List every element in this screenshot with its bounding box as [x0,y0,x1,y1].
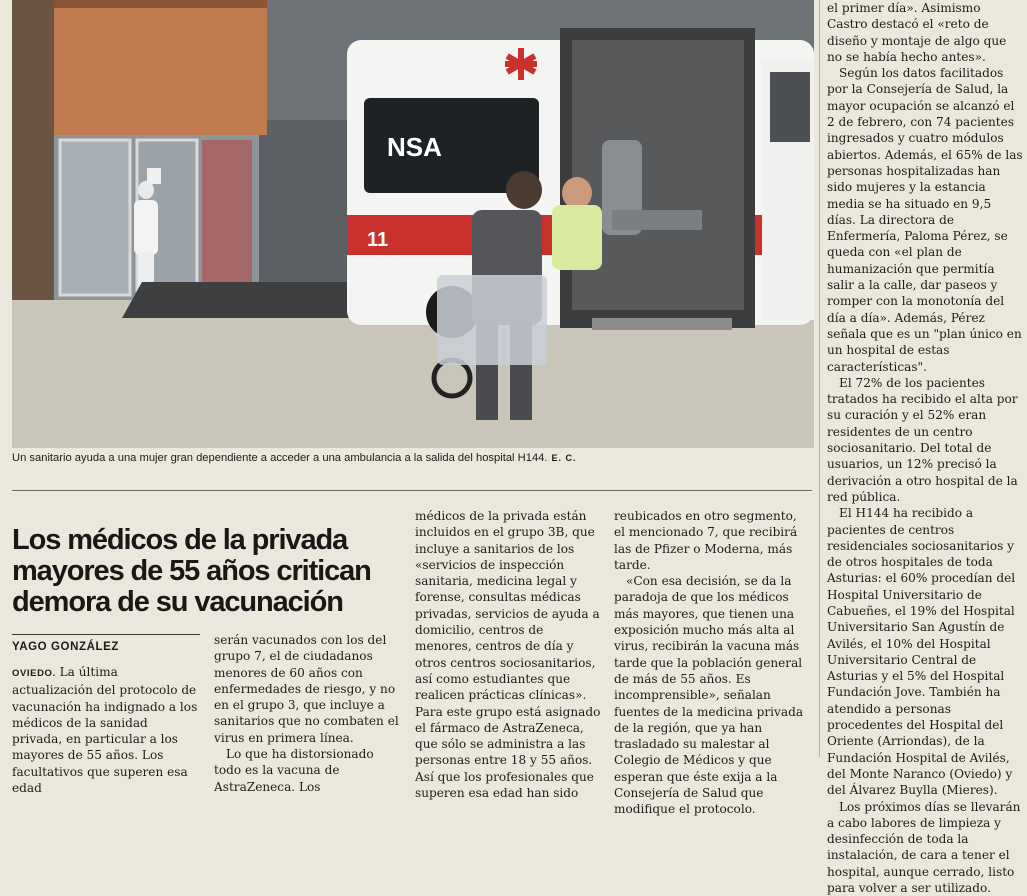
article-column-3 [415,508,601,801]
article-column-2 [214,632,402,794]
photo-caption [12,451,817,466]
right-paragraph: Los próximos días se llevarán a cabo labores de limpieza y desinfección de toda la instalación, de cara a tener el hospital, aunque cerrado, listo para volver a ser utilizado. [827,799,1021,896]
article-paragraph: Lo que ha distorsionado todo es la vacuna de AstraZeneca. Los [214,747,374,794]
news-photo [12,0,814,448]
section-divider [12,490,812,491]
article-byline: YAGO GONZÁLEZ [12,634,200,654]
article-column-4 [614,508,804,817]
right-paragraph: El 72% de los pacientes tratados ha recibido el alta por su curación y el 52% eran residentes de un centro sociosanitario. Del total de usuarios, un 12% precisó la derivación a otro hospital de la red pública. [827,375,1018,504]
right-paragraph: El H144 ha recibido a pacientes de centros residenciales sociosanitarios y de otros hospitales de toda Asturias: el 60% procedían del Hospital Universitario de Cabueñes, el 19% del Hospital Universitario San Agustín de Avilés, el 10% del Hospital Universitario Central de Asturias y el 5% del Hospital Fundación Jove. También ha atendido a personas procedentes del Hospital del Oriente (Arriondas), de la Fundación Hospital de Avilés, del Monte Naranco (Oviedo) y del Álvarez Buylla (Mieres). [827,506,1016,798]
article-paragraph: médicos de la privada están incluidos en el grupo 3B, que incluye a sanitarios de los «servicios de inspección sanitaria, medicina legal y forense, consultas médicas privadas, servicios de ayuda a domicilio, centros de menores, centros de día y otros centros sociosanitarios, así como estudiantes que realicen prácticas clínicas». Para este grupo está asignado el fármaco de AstraZeneca, que sólo se administra a las personas entre 18 y 55 años. Así que los profesionales que superen esa edad han sido [415,509,601,801]
article-paragraph: serán vacunados con los del grupo 7, el de ciudadanos menores de 60 años con enfermedades de riesgo, y no en el grupo 3, que incluye a sanitarios que no combaten el virus en primera línea. [214,633,399,745]
article-dateline: OVIEDO. [12,668,56,679]
right-paragraph: Según los datos facilitados por la Consejería de Salud, la mayor ocupación se alcanzó el 2 de febrero, con 74 pacientes ingresados y cuatro módulos abiertos. Además, el 65% de las personas hospitalizadas han sido mujeres y la estancia media se ha situado en 9,5 días. La directora de Enfermería, Paloma Pérez, se queda con «el plan de humanización que permitía salir a la calle, dar paseos y romper con la monotonía del día a día». Además, Pérez señala que es un "plan único en un hospital de estas características". [827,66,1023,374]
article-paragraph: reubicados en otro segmento, el mencionado 7, que recibirá las de Pfizer o Moderna, más tarde. [614,509,798,572]
right-paragraph: el primer día». Asimismo Castro destacó el «reto de diseño y montaje de algo que no se había hecho antes». [827,1,1007,64]
ambulance-logo-text: NSA [387,132,442,162]
ambulance-illustration [12,0,814,448]
ambulance-number: 11 [367,229,389,251]
photo-credit: E. C. [551,453,577,463]
column-divider [819,0,820,757]
right-article-column [827,0,1023,896]
article-paragraph: «Con esa decisión, se da la paradoja de que los médicos más mayores, que tienen una exposición mucho más alta al virus, recibirán la vacuna más tarde que la población general de más de 55 años. Es incomprensible», señalan fuentes de la medicina privada de la región, que ya han trasladado su malestar al Colegio de Médicos y que esperan que éste exija a la Consejería de Salud que modifique el protocolo. [614,574,804,817]
article-column-1 [12,664,200,796]
article-headline: Los médicos de la privada mayores de 55 años critican demora de su vacunación [12,524,371,619]
article-paragraph: La última actualización del protocolo de vacunación ha indignado a los médicos de la sanidad privada, en particular a los mayores de 55 años. Los facultativos que superen esa edad [12,665,198,796]
caption-text: Un sanitario ayuda a una mujer gran dependiente a acceder a una ambulancia a la salida del hospital H144. [12,452,548,464]
